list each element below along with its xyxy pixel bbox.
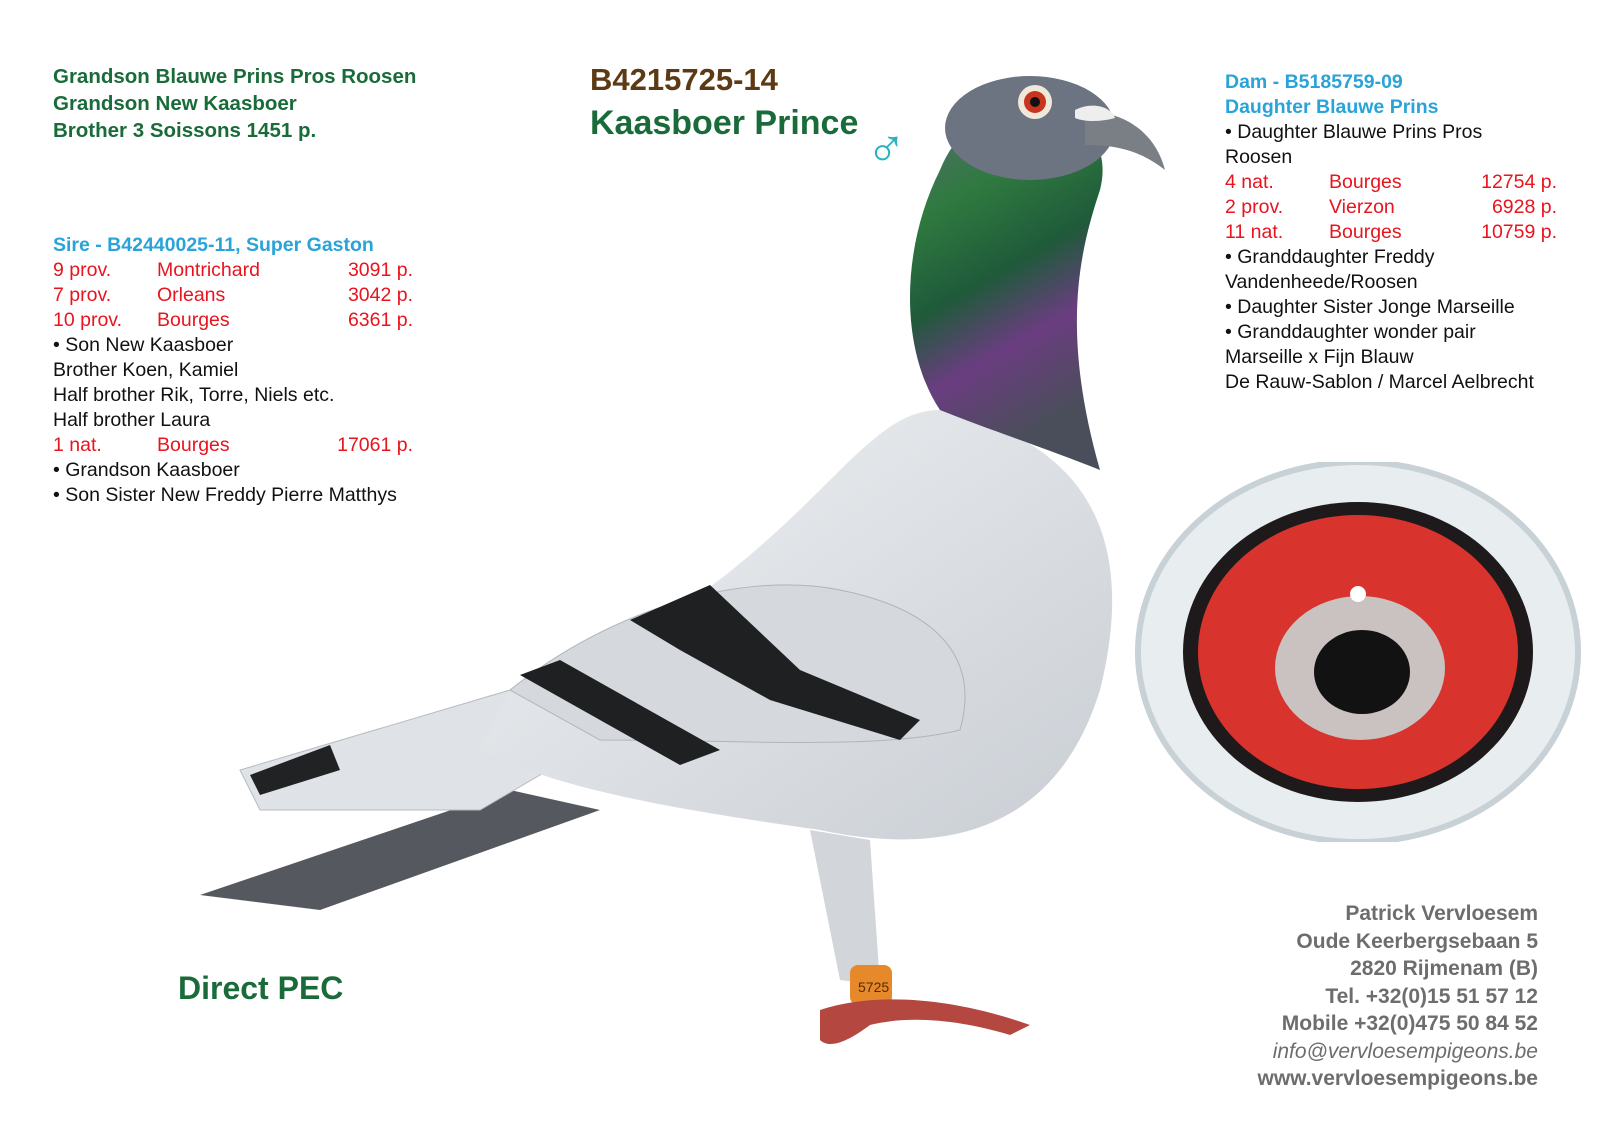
result-row [1225, 195, 1565, 220]
result-place: 7 prov. [53, 284, 112, 306]
sire-note: • Grandson Kaasboer [53, 459, 240, 481]
male-symbol-icon: ♂ [866, 119, 907, 179]
result-row [53, 258, 413, 283]
dam-note: De Rauw-Sablon / Marcel Aelbrecht [1225, 371, 1534, 393]
result-points: 10759 p. [1481, 221, 1557, 243]
eye-closeup-photo [1128, 462, 1600, 842]
dam-note: Marseille x Fijn Blauw [1225, 346, 1414, 368]
result-row [53, 283, 413, 308]
result-race: Bourges [1329, 171, 1402, 193]
result-points: 6928 p. [1491, 196, 1557, 218]
direct-pec-label: Direct PEC [178, 970, 344, 1006]
contact-tel: Tel. +32(0)15 51 57 12 [1325, 984, 1538, 1008]
sire-note: Brother Koen, Kamiel [53, 359, 239, 381]
dam-block [1225, 70, 1565, 395]
result-points: 17061 p. [337, 434, 413, 456]
dam-note: • Granddaughter Freddy [1225, 246, 1435, 268]
dam-note: Vandenheede/Roosen [1225, 271, 1418, 293]
result-place: 2 prov. [1225, 196, 1284, 218]
intro-block [53, 63, 416, 144]
foot [820, 999, 1030, 1044]
result-place: 4 nat. [1225, 171, 1274, 193]
intro-line: Brother 3 Soissons 1451 p. [53, 119, 317, 142]
result-race: Bourges [1329, 221, 1402, 243]
ring-number: B4215725-14 [590, 62, 778, 97]
pigeon-photo [180, 50, 1200, 1060]
result-race: Montrichard [157, 259, 260, 281]
contact-street: Oude Keerbergsebaan 5 [1296, 929, 1538, 953]
intro-line: Grandson Blauwe Prins Pros Roosen [53, 65, 417, 88]
result-points: 3042 p. [347, 284, 413, 306]
dam-note: • Daughter Sister Jonge Marseille [1225, 296, 1515, 318]
dam-subheading: Daughter Blauwe Prins [1225, 96, 1439, 118]
contact-mobile: Mobile +32(0)475 50 84 52 [1281, 1012, 1538, 1035]
contact-name: Patrick Vervloesem [1345, 902, 1538, 925]
result-race: Orleans [157, 284, 226, 306]
eye-pupil [1314, 630, 1410, 714]
result-race: Vierzon [1329, 196, 1395, 218]
result-row [1225, 170, 1565, 195]
intro-line: Grandson New Kaasboer [53, 92, 297, 115]
eye-highlight [1350, 586, 1366, 602]
result-place: 11 nat. [1225, 221, 1284, 243]
pigeon-name: Kaasboer Prince [590, 104, 859, 142]
leg-feathers [810, 830, 880, 985]
sire-block [53, 233, 413, 508]
cere [1075, 106, 1115, 121]
result-race: Bourges [157, 434, 230, 456]
dam-note: • Granddaughter wonder pair [1225, 321, 1476, 343]
result-points: 3091 p. [347, 259, 413, 281]
contact-city: 2820 Rijmenam (B) [1350, 957, 1538, 980]
result-place: 9 prov. [53, 259, 112, 281]
result-points: 6361 p. [347, 309, 413, 331]
result-points: 12754 p. [1481, 171, 1557, 193]
contact-email-link[interactable]: info@vervloesempigeons.be [1272, 1039, 1538, 1063]
result-race: Bourges [157, 309, 230, 331]
sire-heading: Sire - B42440025-11, Super Gaston [53, 234, 374, 256]
dam-heading: Dam - B5185759-09 [1225, 71, 1403, 93]
contact-website-link[interactable]: www.vervloesempigeons.be [1257, 1067, 1538, 1090]
result-row [53, 433, 413, 458]
dam-note: • Daughter Blauwe Prins Pros [1225, 121, 1483, 143]
sire-note: Half brother Rik, Torre, Niels etc. [53, 384, 335, 406]
result-place: 10 prov. [53, 309, 123, 331]
result-place: 1 nat. [53, 434, 102, 456]
sire-note: • Son New Kaasboer [53, 334, 234, 356]
result-row [53, 308, 413, 333]
sire-note: Half brother Laura [53, 409, 211, 431]
dam-note: Roosen [1225, 146, 1293, 168]
pupil [1030, 97, 1040, 107]
sire-note: • Son Sister New Freddy Pierre Matthys [53, 484, 397, 506]
contact-block [1258, 900, 1539, 1093]
result-row [1225, 220, 1565, 245]
leg-ring-text: 5725 [858, 979, 890, 995]
